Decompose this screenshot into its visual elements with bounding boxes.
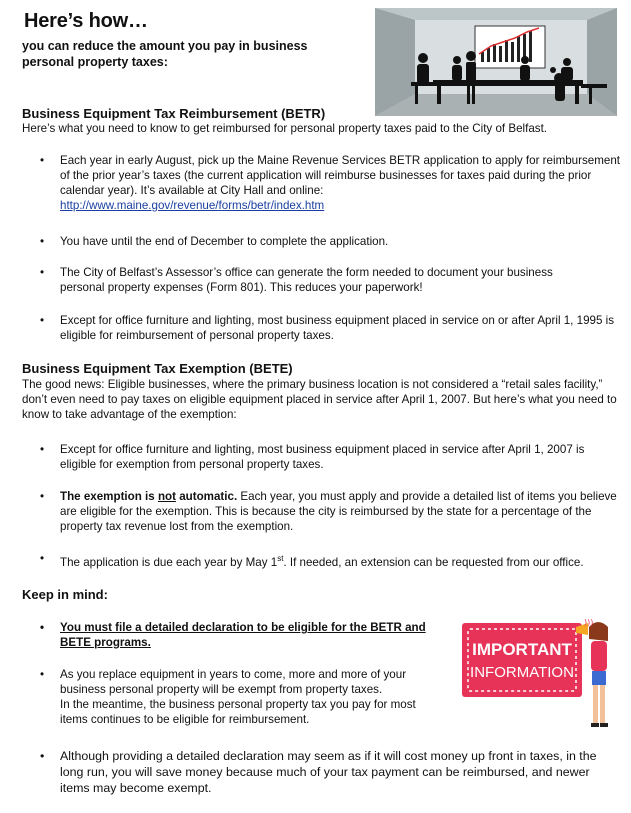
bullet-icon: • (40, 443, 45, 456)
bete-list-2 (22, 489, 622, 534)
betr-heading: Business Equipment Tax Reimbursement (BETR) (22, 106, 326, 121)
list-item: • As you replace equipment in years to come, more and more of your business personal property will be exempt from property taxes. In the meantime, the business personal property tax you pay for most items continues to be eligible for reimbursement. (40, 668, 416, 726)
bullet-icon: • (40, 314, 45, 327)
list-item: • Each year in early August, pick up the Maine Revenue Services BETR application to apply for reimbursement of the prior year’s taxes (the current application will reimburse businesses for taxes paid during the prior calendar year). It’s available at City Hall and online: http://www.maine.gov/revenue/forms/betr/index.htm (40, 154, 621, 212)
bullet-icon: • (40, 668, 45, 681)
business-meeting-illustration (375, 8, 617, 116)
sound-waves-icon: ))) (584, 618, 594, 627)
badge-line2: INFORMATION (470, 664, 574, 681)
bullet-icon: • (40, 490, 45, 503)
bete-intro: The good news: Eligible businesses, where the primary business location is not considered a “retail sales facility,” don’t even need to pay taxes on eligible equipment placed in service after April 1, 2007. But here’s what you need to know to take advantage of the exemption: (22, 378, 617, 421)
bullet-icon: • (40, 154, 45, 167)
bullet-icon: • (40, 235, 45, 248)
page-title: Here’s how… (24, 10, 148, 32)
page-subtitle: you can reduce the amount you pay in business personal property taxes: (22, 39, 308, 69)
betr-list-3 (22, 265, 592, 295)
bete-heading: Business Equipment Tax Exemption (BETE) (22, 361, 293, 376)
keep-list-3 (22, 748, 622, 796)
betr-list-2 (22, 234, 622, 249)
bullet-icon: • (40, 749, 45, 763)
bete-list-1 (22, 442, 622, 472)
badge-line1: IMPORTANT (472, 640, 572, 659)
keep-list-2 (22, 667, 442, 727)
list-item: • Except for office furniture and lighting, most business equipment placed in service on or after April 1, 1995 is eligible for reimbursement of personal property taxes. (40, 314, 615, 342)
list-item: • Except for office furniture and lighting, most business equipment placed in service after April 1, 2007 is eligible for exemption from personal property taxes. (40, 443, 585, 471)
keep-in-mind-heading: Keep in mind: (22, 587, 108, 602)
list-item: • Although providing a detailed declaration may seem as if it will cost money up front in taxes, in the long run, you will save money because much of your tax payment can be reimbursed, and newer items may become exempt. (40, 749, 597, 795)
bullet-icon: • (40, 552, 45, 565)
list-item: • The application is due each year by May 1st. If needed, an extension can be requested from our office. (40, 552, 584, 569)
betr-list-4 (22, 313, 622, 343)
keep-list-1 (22, 620, 432, 650)
list-item: • You must file a detailed declaration to be eligible for the BETR and BETE programs. (40, 621, 426, 649)
betr-application-link[interactable]: http://www.maine.gov/revenue/forms/betr/index.htm (60, 199, 325, 212)
bete-list-3 (22, 551, 622, 570)
betr-intro: Here’s what you need to know to get reimbursed for personal property taxes paid to the City of Belfast. (22, 122, 548, 135)
important-information-illustration (458, 615, 623, 733)
list-item: • You have until the end of December to complete the application. (40, 235, 389, 248)
list-item: • The exemption is not automatic. Each year, you must apply and provide a detailed list of items you believe are eligible for the exemption. This is because the city is reimbursed by the state for a percentage of the property tax revenue lost from the exemption. (40, 490, 617, 533)
chart-board-icon (475, 26, 545, 68)
betr-list (22, 153, 622, 213)
list-item: • The City of Belfast’s Assessor’s office can generate the form needed to document your business personal property expenses (Form 801). This reduces your paperwork! (40, 266, 553, 294)
bullet-icon: • (40, 621, 45, 634)
bullet-icon: • (40, 266, 45, 279)
